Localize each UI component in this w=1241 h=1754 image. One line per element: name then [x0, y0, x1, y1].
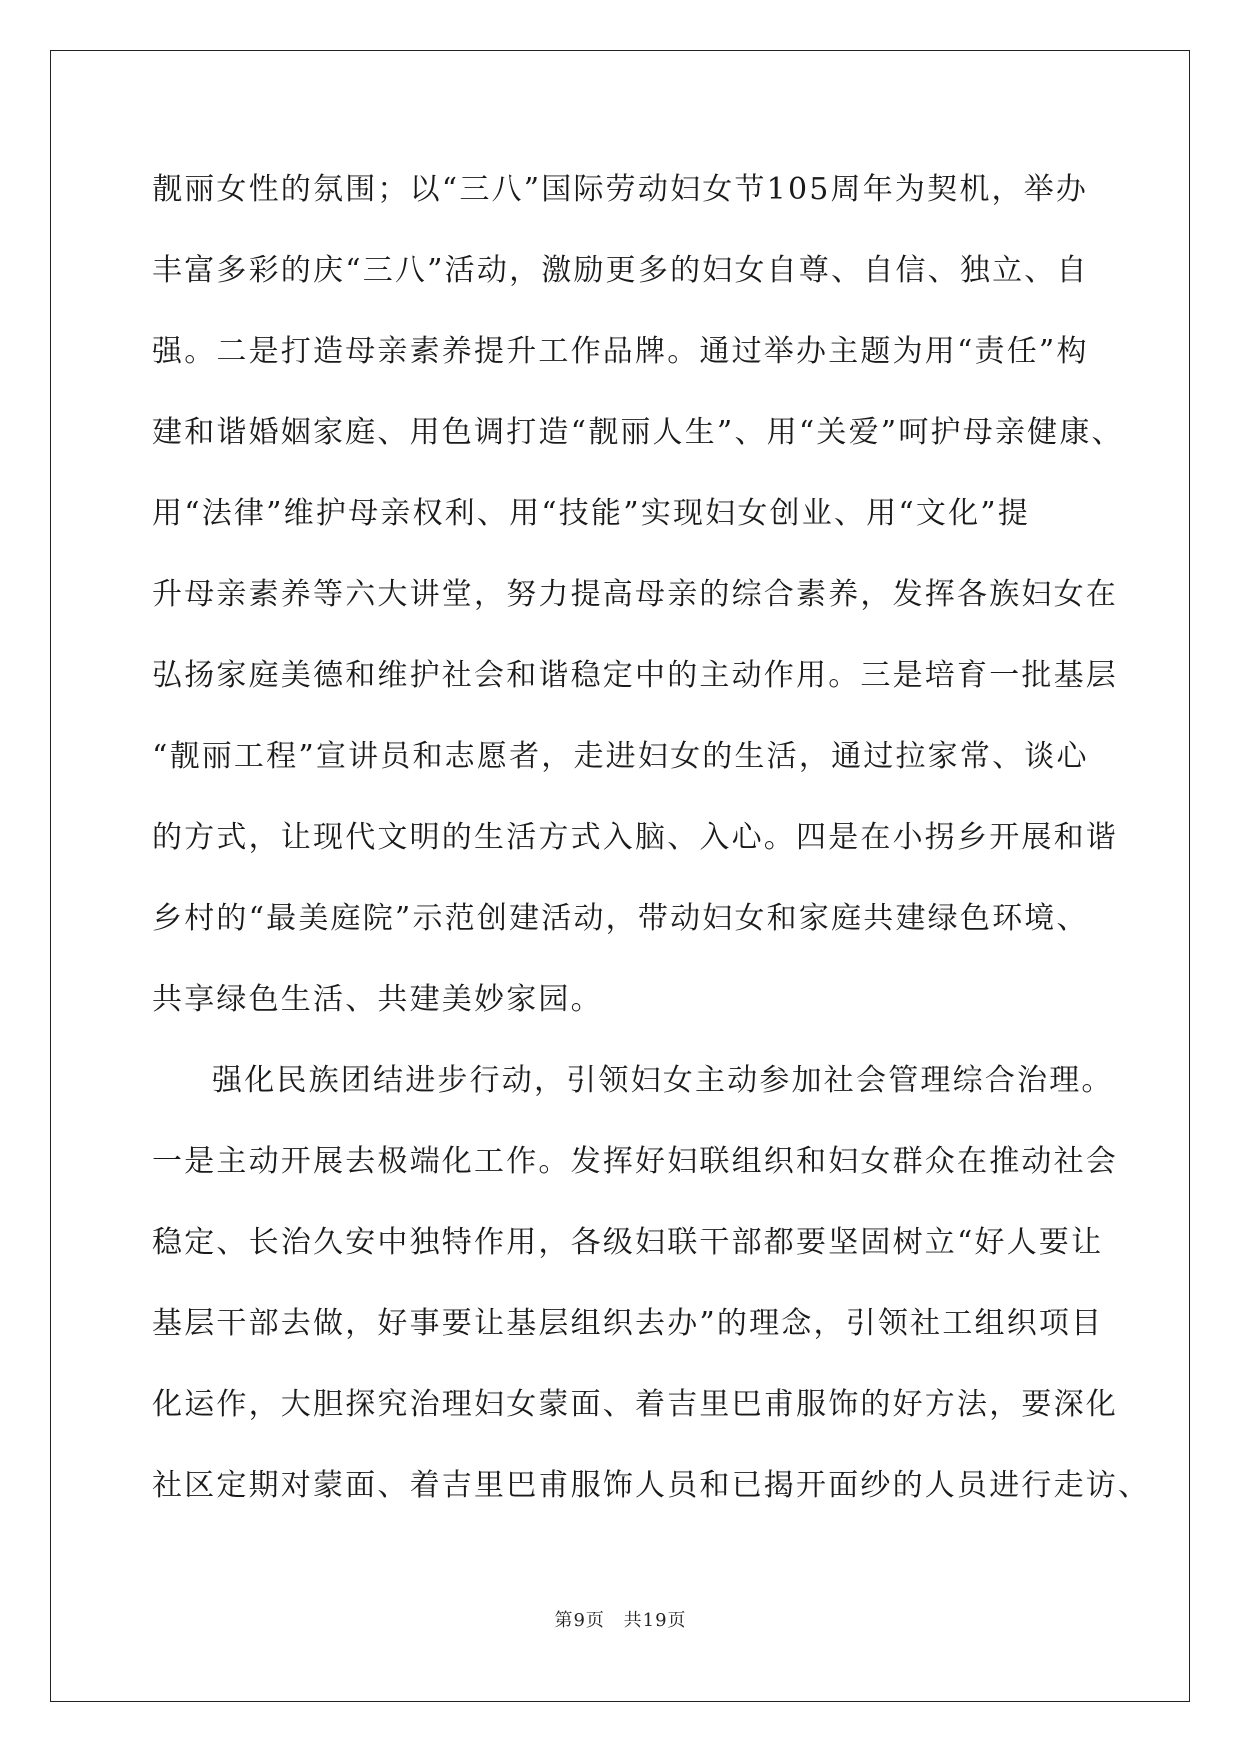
text-line: 稳定、长治久安中独特作用，各级妇联干部都要坚固树立“好人要让: [152, 1225, 1104, 1260]
text-line: “靓丽工程”宣讲员和志愿者，走进妇女的生活，通过拉家常、谈心: [152, 739, 1089, 774]
text-line: 用“法律”维护母亲权利、用“技能”实现妇女创业、用“文化”提: [152, 496, 1031, 531]
text-line: 的方式，让现代文明的生活方式入脑、入心。四是在小拐乡开展和谐: [152, 820, 1118, 855]
document-body: [152, 164, 1151, 1541]
text-line: 建和谐婚姻家庭、用色调打造“靓丽人生”、用“关爱”呵护母亲健康、: [152, 415, 1124, 450]
text-line: 强。二是打造母亲素养提升工作品牌。通过举办主题为用“责任”构: [152, 334, 1089, 369]
text-line: 一是主动开展去极端化工作。发挥好妇联组织和妇女群众在推动社会: [152, 1144, 1118, 1179]
text-line: 弘扬家庭美德和维护社会和谐稳定中的主动作用。三是培育一批基层: [152, 658, 1118, 693]
text-line: 社区定期对蒙面、着吉里巴甫服饰人员和已揭开面纱的人员进行走访、: [152, 1468, 1151, 1503]
text-line: 基层干部去做，好事要让基层组织去办”的理念，引领社工组织项目: [152, 1306, 1104, 1341]
page-number: 第9页: [554, 1610, 605, 1631]
page-total: 共19页: [623, 1610, 687, 1631]
text-line: 升母亲素养等六大讲堂，努力提高母亲的综合素养，发挥各族妇女在: [152, 577, 1118, 612]
page-footer: [0, 1606, 1241, 1632]
text-line: 靓丽女性的氛围；以“三八”国际劳动妇女节105周年为契机，举办: [152, 172, 1089, 207]
text-line: 乡村的“最美庭院”示范创建活动，带动妇女和家庭共建绿色环境、: [152, 901, 1089, 936]
text-line: 共享绿色生活、共建美妙家园。: [152, 982, 603, 1017]
text-line: 丰富多彩的庆“三八”活动，激励更多的妇女自尊、自信、独立、自: [152, 253, 1089, 288]
paragraph-start-line: 强化民族团结进步行动，引领妇女主动参加社会管理综合治理。: [212, 1063, 1114, 1098]
text-line: 化运作，大胆探究治理妇女蒙面、着吉里巴甫服饰的好方法，要深化: [152, 1387, 1118, 1422]
